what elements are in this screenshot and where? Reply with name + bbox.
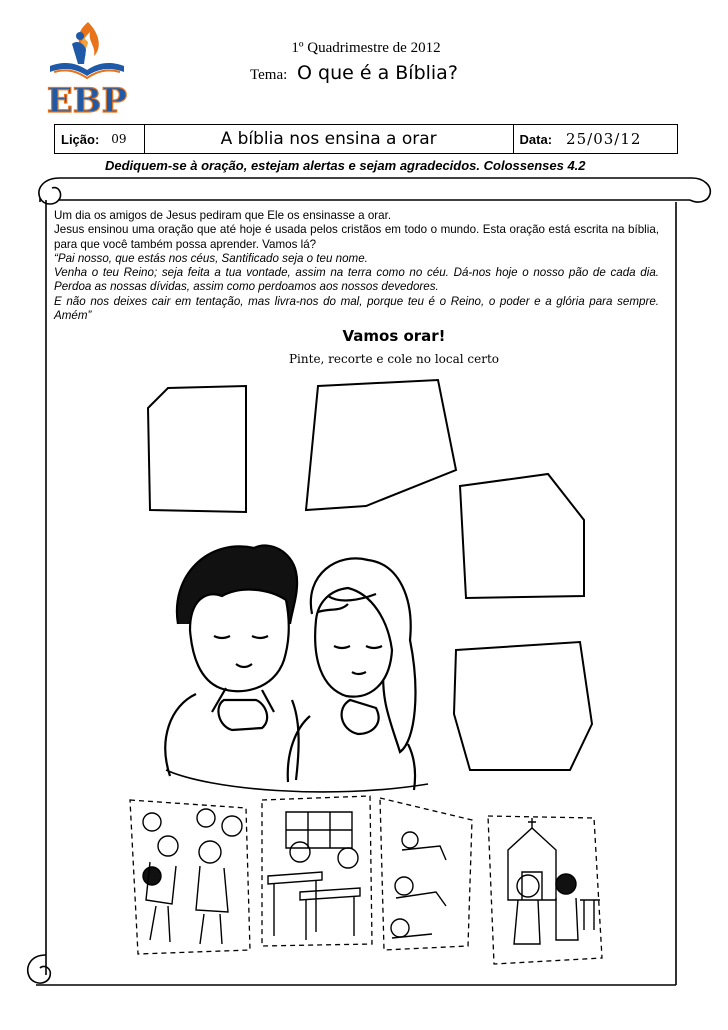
licao-label: Lição: [61, 131, 100, 147]
quadrimester-label: 1º Quadrimestre de 2012 [291, 40, 441, 56]
text-line-1: Um dia os amigos de Jesus pediram que Ele os ensinasse a orar. [54, 209, 392, 222]
lesson-title: A bíblia nos ensina a orar [145, 125, 514, 153]
prayer-line-3: E não nos deixes cair em tentação, mas livra-nos do mal, porque teu é o Reino, o poder e a glória para sempre. Amém” [54, 294, 659, 323]
activity-heading: Vamos orar! [342, 327, 446, 345]
activity-instruction: Pinte, recorte e cole no local certo [288, 352, 500, 366]
paste-frame-4 [454, 642, 592, 770]
prayer-line-1: “Pai nosso, que estás nos céus, Santificado seja o teu nome. [54, 251, 368, 265]
paste-frame-2 [306, 380, 456, 510]
text-line-2: Jesus ensinou uma oração que até hoje é usada pelos cristãos em todo o mundo. Esta oração está escrita na bíblia, para que você também possa aprender. Vamos lá? [54, 223, 659, 251]
cutout-4 [488, 816, 602, 964]
paste-frame-1 [148, 386, 246, 512]
praying-children-illustration [165, 545, 428, 791]
cutout-2 [262, 796, 372, 946]
tema-label: Tema: [250, 67, 288, 83]
paste-frame-3 [460, 474, 584, 598]
logo-text: EBP [46, 81, 128, 120]
cutout-3 [380, 798, 472, 950]
prayer-line-2: Venha o teu Reino; seja feita a tua vontade, assim na terra como no céu. Dá-nos hoje o nosso pão de cada dia. Perdoa as nossas dívidas, assim como perdoamos aos nossos devedores. [54, 266, 659, 294]
data-label: Data: [519, 131, 553, 147]
licao-number: 09 [111, 132, 127, 146]
lesson-date: 25/03/12 [566, 130, 642, 148]
verse: Dediquem-se à oração, estejam alertas e sejam agradecidos. Colossenses 4.2 [105, 158, 586, 173]
tema-title: O que é a Bíblia? [297, 62, 458, 84]
